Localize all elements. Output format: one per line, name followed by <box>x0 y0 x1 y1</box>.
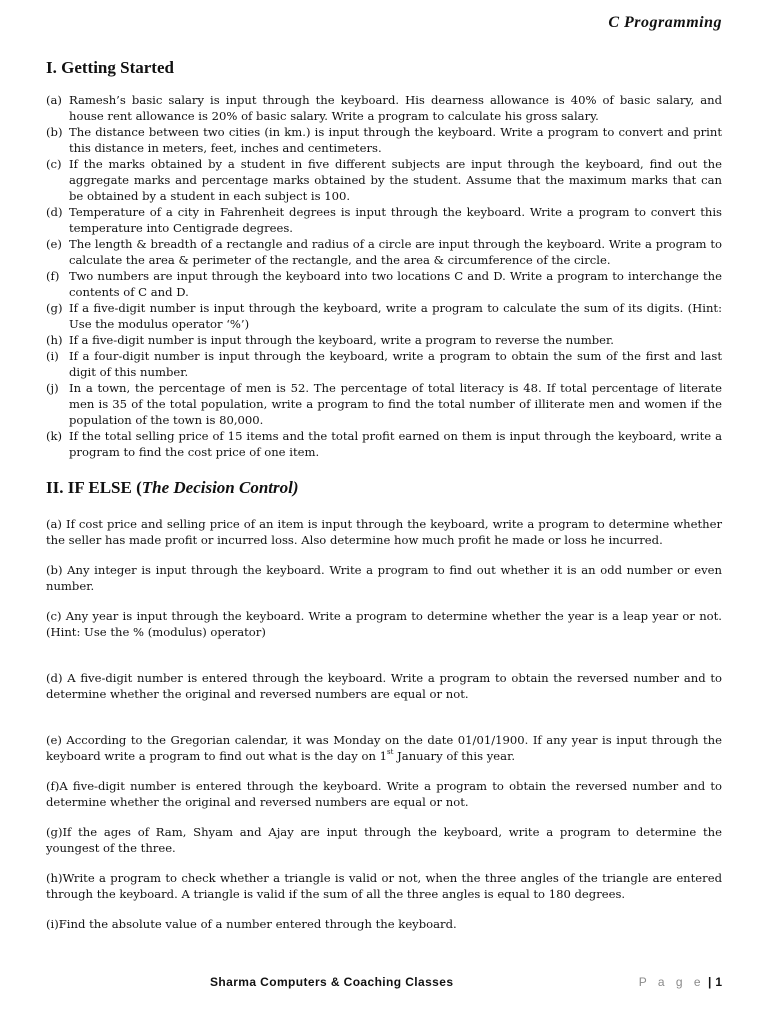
question-item: (b) The distance between two cities (in km.) is input through the keyboard. Write a program to convert and print this distance in meters, feet, inches and centimeters. <box>46 125 722 155</box>
question-paragraph-i: (i)Find the absolute value of a number entered through the keyboard. <box>46 917 457 931</box>
question-paragraph-a: (a) If cost price and selling price of an item is input through the keyboard, write a program to determine whether the seller has made profit or incurred loss. Also determine how much profit he made or loss he incurred. <box>46 517 722 547</box>
question-item: (f) Two numbers are input through the keyboard into two locations C and D. Write a program to interchange the contents of C and D. <box>46 269 722 299</box>
document-body <box>46 58 722 932</box>
question-item: (d) Temperature of a city in Fahrenheit degrees is input through the keyboard. Write a program to convert this temperature into Centigrade degrees. <box>46 205 722 235</box>
section-2-heading: II. IF ELSE (The Decision Control) <box>46 478 299 497</box>
question-paragraph-h: (h)Write a program to check whether a triangle is valid or not, when the three angles of the triangle are entered through the keyboard. A triangle is valid if the sum of all the three angles is equal to 180 degrees. <box>46 871 722 901</box>
question-paragraph-f: (f)A five-digit number is entered through the keyboard. Write a program to obtain the reversed number and to determine whether the original and reversed numbers are equal or not. <box>46 779 722 809</box>
question-item: (k) If the total selling price of 15 items and the total profit earned on them is input through the keyboard, write a program to find the cost price of one item. <box>46 429 722 459</box>
section-1-question-list <box>46 92 722 460</box>
question-item: (a) Ramesh’s basic salary is input through the keyboard. His dearness allowance is 40% of basic salary, and house rent allowance is 20% of basic salary. Write a program to calculate his gross salary. <box>46 93 722 123</box>
question-item: (j) In a town, the percentage of men is 52. The percentage of total literacy is 48. If total percentage of literate men is 35 of the total population, write a program to find the total number of illiterate men and women if the population of the town is 80,000. <box>46 381 722 427</box>
question-paragraph-e: (e) According to the Gregorian calendar, it was Monday on the date 01/01/1900. If any year is input through the keyboard write a program to find out what is the day on 1st January of this year. <box>46 733 722 763</box>
question-item: (e) The length & breadth of a rectangle and radius of a circle are input through the keyboard. Write a program to calculate the area & perimeter of the rectangle, and the area & circumference of the circle. <box>46 237 722 267</box>
question-item: (c) If the marks obtained by a student in five different subjects are input through the keyboard, find out the aggregate marks and percentage marks obtained by the student. Assume that the maximum marks that can be obtained by a student in each subject is 100. <box>46 157 722 203</box>
question-paragraph-c: (c) Any year is input through the keyboard. Write a program to determine whether the year is a leap year or not. (Hint: Use the % (modulus) operator) <box>46 609 722 639</box>
document-header-title: C Programming <box>608 14 722 31</box>
footer-organization: Sharma Computers & Coaching Classes <box>210 975 454 989</box>
question-item: (g) If a five-digit number is input through the keyboard, write a program to calculate the sum of its digits. (Hint: Use the modulus operator ‘%’) <box>46 301 722 331</box>
question-paragraph-d: (d) A five-digit number is entered through the keyboard. Write a program to obtain the reversed number and to determine whether the original and reversed numbers are equal or not. <box>46 671 722 701</box>
page-number: 1 <box>715 975 722 989</box>
question-item: (i) If a four-digit number is input through the keyboard, write a program to obtain the sum of the first and last digit of this number. <box>46 349 722 379</box>
footer-page-indicator: P a g e | 1 <box>638 975 722 989</box>
page-footer <box>0 975 768 991</box>
section-1-heading: I. Getting Started <box>46 58 174 77</box>
question-paragraph-g: (g)If the ages of Ram, Shyam and Ajay are input through the keyboard, write a program to determine the youngest of the three. <box>46 825 722 855</box>
question-item: (h) If a five-digit number is input through the keyboard, write a program to reverse the number. <box>46 333 614 347</box>
question-paragraph-b: (b) Any integer is input through the keyboard. Write a program to find out whether it is an odd number or even number. <box>46 563 722 593</box>
